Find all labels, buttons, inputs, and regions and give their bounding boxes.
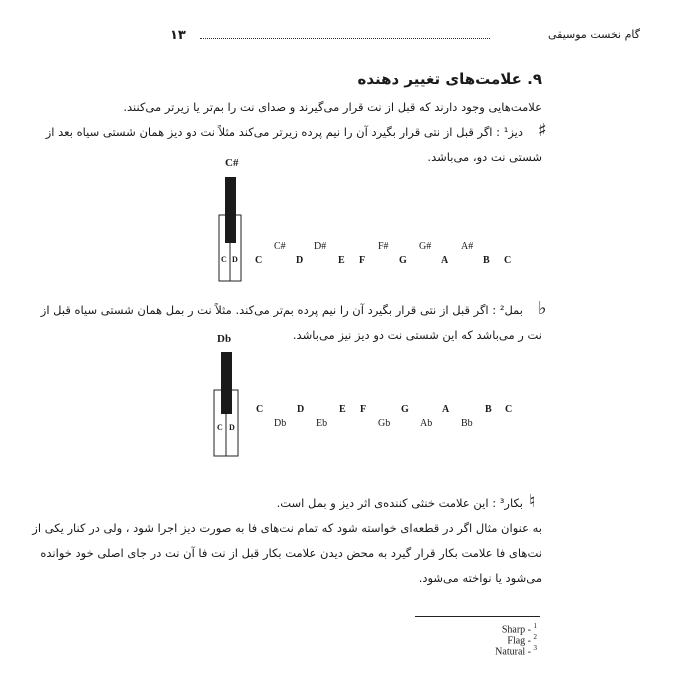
- sharp-line-1: دیز¹ : اگر قبل از نتی قرار بگیرد آن را نیم پرده زیرتر می‌کند مثلاً نت دو دیز همان شستی سیاه بعد از: [45, 125, 523, 139]
- flat-accidental: Eb: [316, 418, 328, 429]
- flat-line-2: نت ر می‌باشد که این شستی نت دو دیز نیز می‌باشد.: [292, 328, 542, 342]
- flat-accidental: Bb: [461, 418, 473, 429]
- flat-accidental: Ab: [420, 418, 433, 429]
- black-key-c-sharp: [225, 177, 236, 243]
- sharp-piano-keys: [215, 175, 245, 285]
- flat-line-1: بمل² : اگر قبل از نتی قرار بگیرد آن را نیم پرده بم‌تر می‌کند. مثلاً نت ر بمل همان شستی سیاه قبل از: [40, 303, 523, 317]
- flat-key-label-c: C: [217, 423, 223, 432]
- flat-natural-note: E: [339, 404, 346, 415]
- sharp-natural-note: A: [441, 255, 449, 266]
- footnote-text: Sharp -: [501, 624, 531, 636]
- natural-symbol: ♮: [529, 491, 536, 512]
- natural-paragraph-line-2: نت‌های فا علامت بکار قرار گیرد به محض دیدن علامت بکار قبل از نت فا آن نت در جای اصلی خود خوانده: [40, 546, 542, 560]
- sharp-accidental: F#: [378, 241, 389, 252]
- flat-symbol: ♭: [538, 298, 547, 319]
- flat-natural-note: G: [401, 404, 409, 415]
- flat-natural-note: F: [360, 404, 367, 415]
- natural-paragraph-line-1: به عنوان مثال اگر در قطعه‌ای خواسته شود که تمام نت‌های فا به صورت دیز اجرا شود ، ولی در کنار یکی از: [32, 521, 542, 535]
- sharp-natural-note: G: [399, 255, 407, 266]
- sharp-accidental: A#: [461, 241, 474, 252]
- section-heading: ۹. علامت‌های تغییر دهنده: [357, 70, 542, 88]
- footnote-number: 3: [533, 644, 537, 652]
- sharp-natural-note: D: [296, 255, 304, 266]
- sharp-accidental: D#: [314, 241, 327, 252]
- sharp-natural-note: B: [483, 255, 490, 266]
- sharp-natural-note: C: [255, 255, 263, 266]
- intro-paragraph: علامت‌هایی وجود دارند که قبل از نت قرار می‌گیرند و صدای نت را بم‌تر یا زیرتر می‌کنند.: [123, 100, 542, 114]
- sharp-diagram-label: C#: [225, 157, 239, 169]
- sharp-natural-note: F: [359, 255, 366, 266]
- flat-accidental: Db: [274, 418, 287, 429]
- black-key-d-flat: [221, 352, 232, 414]
- flat-natural-note: D: [297, 404, 305, 415]
- natural-line-1: بکار³ : این علامت خنثی کننده‌ی اثر دیز و بمل است.: [276, 496, 523, 510]
- flat-piano-keys: [210, 350, 240, 460]
- flat-natural-note: B: [485, 404, 492, 415]
- footnote-number: 1: [533, 622, 537, 630]
- sharp-natural-note: E: [338, 255, 345, 266]
- flat-key-label-d: D: [229, 423, 235, 432]
- footnote-rule: [415, 616, 540, 617]
- footnote-number: 2: [533, 633, 537, 641]
- flat-accidental: Gb: [378, 418, 391, 429]
- flat-natural-note: A: [442, 404, 450, 415]
- sharp-accidental: C#: [274, 241, 286, 252]
- sharp-key-label-d: D: [232, 255, 238, 264]
- sharp-key-label-c: C: [221, 255, 227, 264]
- header-dotted-leader: [200, 38, 490, 39]
- footnote-text: Flag -: [507, 635, 531, 647]
- flat-natural-note: C: [505, 404, 513, 415]
- sharp-symbol: ♯: [538, 120, 547, 141]
- page-number: ۱۳: [170, 28, 186, 43]
- flat-natural-note: C: [256, 404, 264, 415]
- natural-paragraph-line-3: می‌شود یا نواخته می‌شود.: [418, 571, 542, 585]
- sharp-accidental: G#: [419, 241, 432, 252]
- footnote: [495, 644, 537, 657]
- flat-diagram-label: Db: [217, 333, 232, 345]
- running-header-title: گام نخست موسیقی: [547, 28, 640, 41]
- sharp-natural-note: C: [504, 255, 512, 266]
- sharp-line-2: شستی نت دو، می‌باشد.: [427, 150, 542, 164]
- footnote-text: Natural -: [495, 646, 531, 658]
